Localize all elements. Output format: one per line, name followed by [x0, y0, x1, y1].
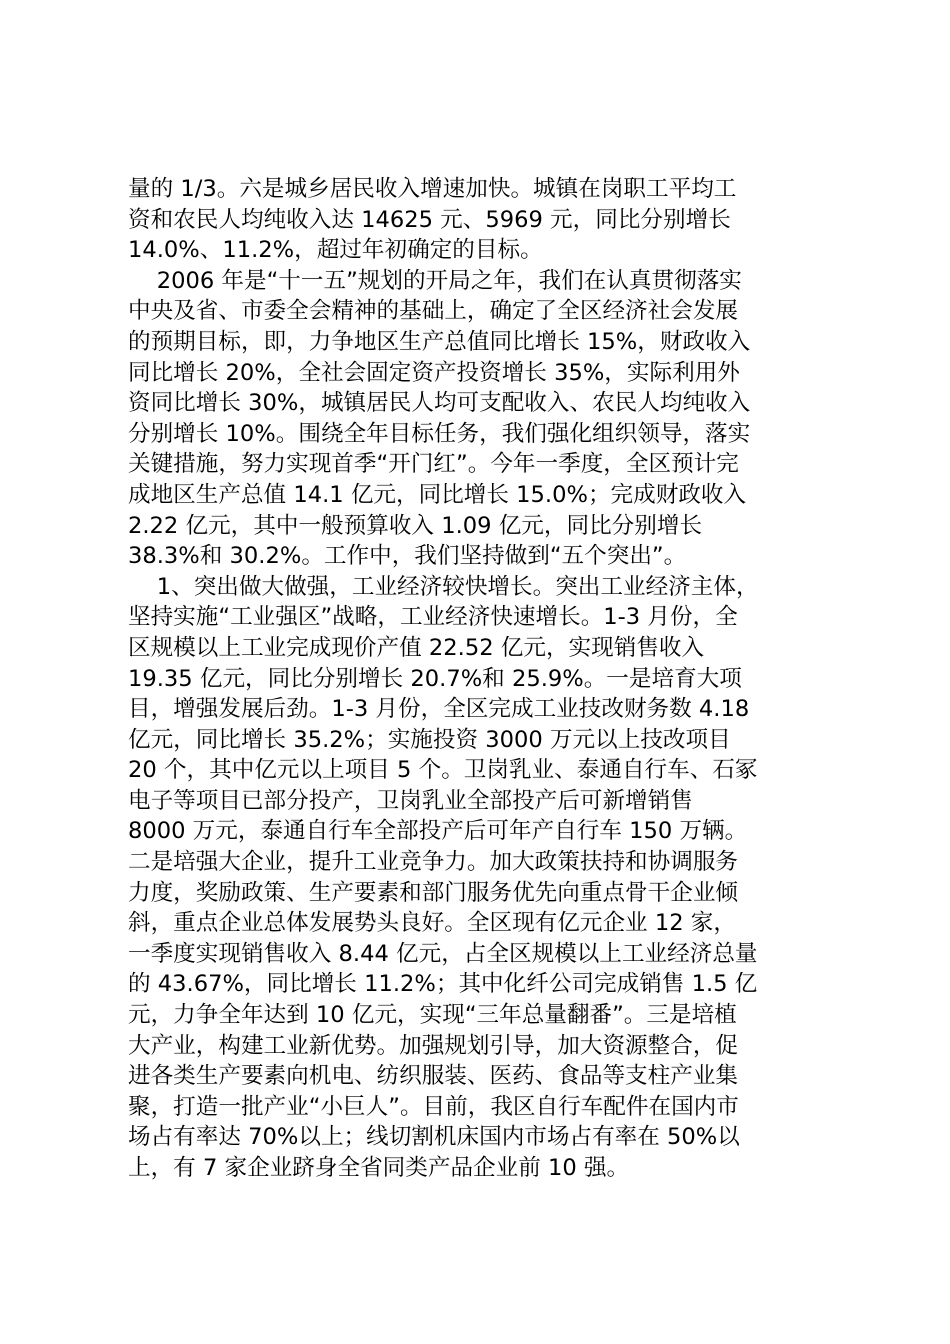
text-line: 资和农民人均纯收入达 14625 元、5969 元，同比分别增长 — [128, 206, 731, 233]
text-line: 中央及省、市委全会精神的基础上，确定了全区经济社会发展 — [128, 298, 739, 325]
text-line: 亿元，同比增长 35.2%；实施投资 3000 万元以上技改项目 — [128, 726, 731, 753]
text-line: 分别增长 10%。围绕全年目标任务，我们强化组织领导，落实 — [128, 420, 751, 447]
text-line: 坚持实施“工业强区”战略，工业经济快速增长。1-3 月份，全 — [128, 604, 738, 631]
text-line: 关键措施，努力实现首季“开门红”。今年一季度，全区预计完 — [128, 451, 739, 478]
text-line: 8000 万元，泰通自行车全部投产后可年产自行车 150 万辆。 — [128, 818, 748, 845]
text-line: 的预期目标，即，力争地区生产总值同比增长 15%，财政收入 — [128, 328, 751, 355]
text-line: 成地区生产总值 14.1 亿元，同比增长 15.0%；完成财政收入 — [128, 481, 747, 508]
text-line: 斜，重点企业总体发展势头良好。全区现有亿元企业 12 家， — [128, 910, 736, 937]
text-line: 一季度实现销售收入 8.44 亿元，占全区规模以上工业经济总量 — [128, 940, 758, 967]
text-line: 量的 1/3。六是城乡居民收入增速加快。城镇在岗职工平均工 — [128, 176, 737, 202]
text-line: 元，力争全年达到 10 亿元，实现“三年总量翻番”。三是培植 — [128, 1002, 737, 1029]
text-line: 19.35 亿元，同比分别增长 20.7%和 25.9%。一是培育大项 — [128, 665, 742, 692]
text-line: 38.3%和 30.2%。工作中，我们坚持做到“五个突出”。 — [128, 543, 687, 570]
text-line: 区规模以上工业完成现价产值 22.52 亿元，实现销售收入 — [128, 634, 705, 661]
text-line: 二是培强大企业，提升工业竞争力。加大政策扶持和协调服务 — [128, 849, 739, 876]
text-line: 大产业，构建工业新优势。加强规划引导，加大资源整合，促 — [128, 1032, 739, 1059]
text-line: 2.22 亿元，其中一般预算收入 1.09 亿元，同比分别增长 — [128, 512, 703, 539]
text-line: 场占有率达 70%以上；线切割机床国内市场占有率在 50%以 — [128, 1124, 740, 1151]
text-line: 电子等项目已部分投产，卫岗乳业全部投产后可新增销售 — [128, 787, 693, 814]
text-line: 上，有 7 家企业跻身全省同类产品企业前 10 强。 — [128, 1155, 630, 1181]
text-line: 力度，奖励政策、生产要素和部门服务优先向重点骨干企业倾 — [128, 879, 739, 906]
text-line: 的 43.67%，同比增长 11.2%；其中化纤公司完成销售 1.5 亿 — [128, 971, 758, 998]
text-line: 2006 年是“十一五”规划的开局之年，我们在认真贯彻落实 — [128, 267, 742, 294]
text-line: 同比增长 20%，全社会固定资产投资增长 35%，实际利用外 — [128, 359, 740, 386]
text-line: 资同比增长 30%，城镇居民人均可支配收入、农民人均纯收入 — [128, 390, 751, 417]
text-line: 1、突出做大做强，工业经济较快增长。突出工业经济主体， — [128, 573, 759, 600]
text-line: 目，增强发展后劲。1-3 月份，全区完成工业技改财务数 4.18 — [128, 696, 750, 723]
text-line: 20 个，其中亿元以上项目 5 个。卫岗乳业、泰通自行车、石冢 — [128, 757, 758, 784]
text-line: 14.0%、11.2%，超过年初确定的目标。 — [128, 237, 543, 264]
body-text — [128, 174, 834, 1184]
text-line: 进各类生产要素向机电、纺织服装、医药、食品等支柱产业集 — [128, 1063, 739, 1090]
text-line: 聚，打造一批产业“小巨人”。目前，我区自行车配件在国内市 — [128, 1093, 739, 1120]
